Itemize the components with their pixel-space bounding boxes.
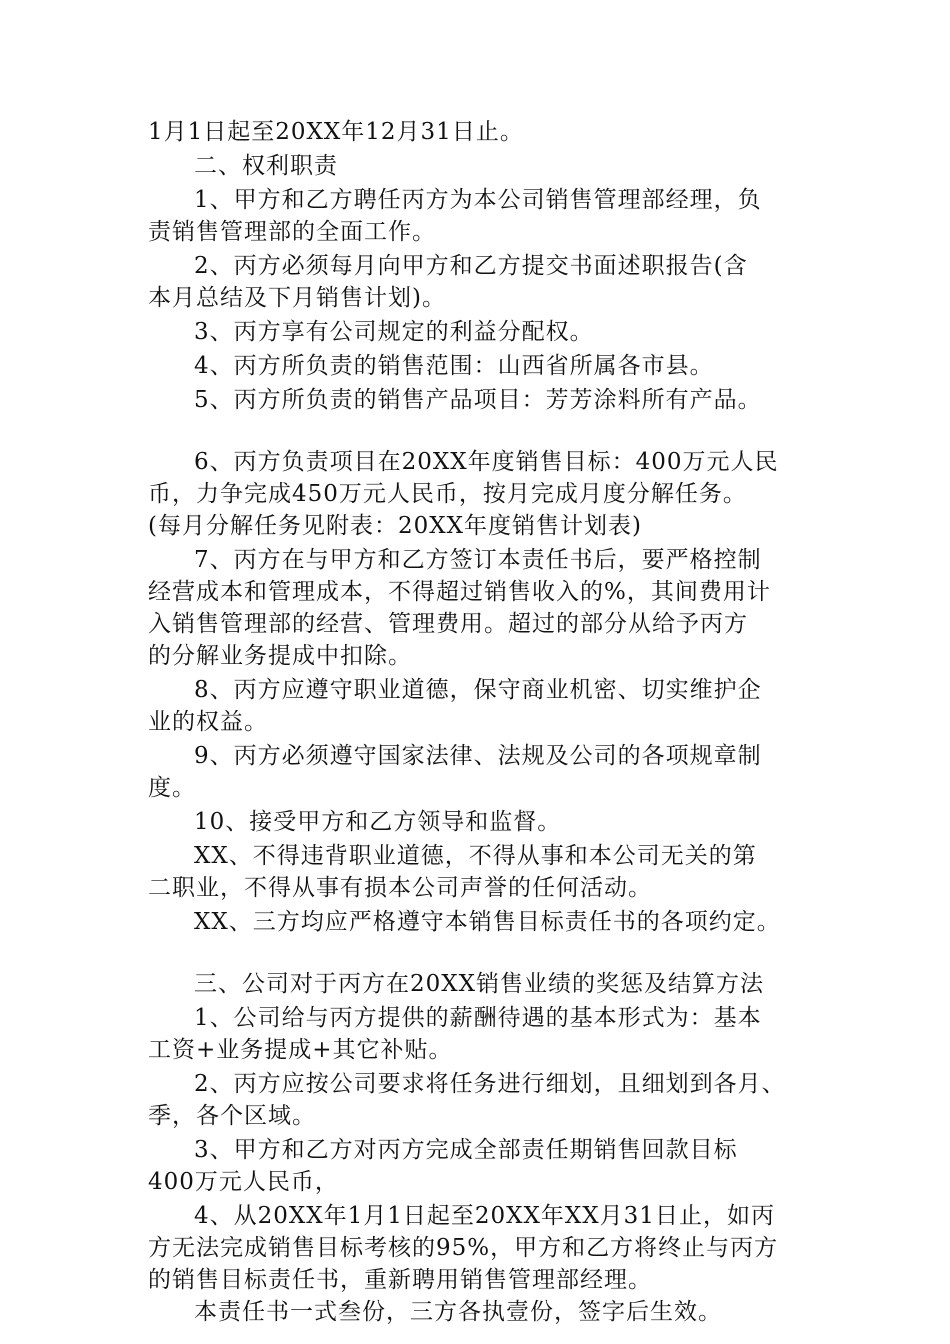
text-line: 责销售管理部的全面工作。 bbox=[148, 219, 436, 245]
text-line: 1、甲方和乙方聘任丙方为本公司销售管理部经理，负 bbox=[194, 187, 762, 213]
text-line: 8、丙方应遵守职业道德，保守商业机密、切实维护企 bbox=[194, 677, 762, 703]
section-heading: 三、公司对于丙方在20XX销售业绩的奖惩及结算方法 bbox=[194, 971, 765, 997]
text-line: 7、丙方在与甲方和乙方签订本责任书后，要严格控制 bbox=[194, 547, 762, 573]
text-line: 经营成本和管理成本，不得超过销售收入的%，其间费用计 bbox=[148, 579, 771, 605]
text-line: 1月1日起至20XX年12月31日止。 bbox=[148, 119, 524, 145]
text-line: XX、三方均应严格遵守本销售目标责任书的各项约定。 bbox=[194, 909, 781, 935]
text-line: 币，力争完成450万元人民币，按月完成月度分解任务。 bbox=[148, 481, 747, 507]
text-line: 2、丙方必须每月向甲方和乙方提交书面述职报告(含 bbox=[194, 253, 748, 279]
text-line: 季，各个区域。 bbox=[148, 1103, 316, 1129]
text-line: 的分解业务提成中扣除。 bbox=[148, 643, 412, 669]
text-line: 4、从20XX年1月1日起至20XX年XX月31日止，如丙 bbox=[194, 1203, 775, 1229]
text-line: XX、不得违背职业道德，不得从事和本公司无关的第 bbox=[194, 843, 757, 869]
text-line: 1、公司给与丙方提供的薪酬待遇的基本形式为：基本 bbox=[194, 1005, 762, 1031]
text-line: 5、丙方所负责的销售产品项目：芳芳涂料所有产品。 bbox=[194, 387, 762, 413]
text-line: 业的权益。 bbox=[148, 709, 268, 735]
text-line: 3、甲方和乙方对丙方完成全部责任期销售回款目标 bbox=[194, 1137, 738, 1163]
section-heading: 二、权利职责 bbox=[194, 153, 338, 179]
text-line: 6、丙方负责项目在20XX年度销售目标：400万元人民 bbox=[194, 449, 779, 475]
text-line: 400万元人民币， bbox=[148, 1169, 339, 1195]
text-line: 的销售目标责任书，重新聘用销售管理部经理。 bbox=[148, 1267, 652, 1293]
text-line: 本月总结及下月销售计划)。 bbox=[148, 285, 446, 311]
text-line: 工资+业务提成+其它补贴。 bbox=[148, 1037, 453, 1063]
text-line: 度。 bbox=[148, 775, 196, 801]
text-line: 3、丙方享有公司规定的利益分配权。 bbox=[194, 319, 594, 345]
text-line: 4、丙方所负责的销售范围：山西省所属各市县。 bbox=[194, 353, 714, 379]
text-line: 入销售管理部的经营、管理费用。超过的部分从给予丙方 bbox=[148, 611, 748, 637]
text-line: 9、丙方必须遵守国家法律、法规及公司的各项规章制 bbox=[194, 743, 762, 769]
text-line: 2、丙方应按公司要求将任务进行细划，且细划到各月、 bbox=[194, 1071, 786, 1097]
text-line: 方无法完成销售目标考核的95%，甲方和乙方将终止与丙方 bbox=[148, 1235, 779, 1261]
text-line: 二职业，不得从事有损本公司声誉的任何活动。 bbox=[148, 875, 652, 901]
text-line: (每月分解任务见附表：20XX年度销售计划表) bbox=[148, 513, 642, 539]
text-line: 本责任书一式叁份，三方各执壹份，签字后生效。 bbox=[194, 1299, 722, 1325]
text-line: 10、接受甲方和乙方领导和监督。 bbox=[194, 809, 562, 835]
